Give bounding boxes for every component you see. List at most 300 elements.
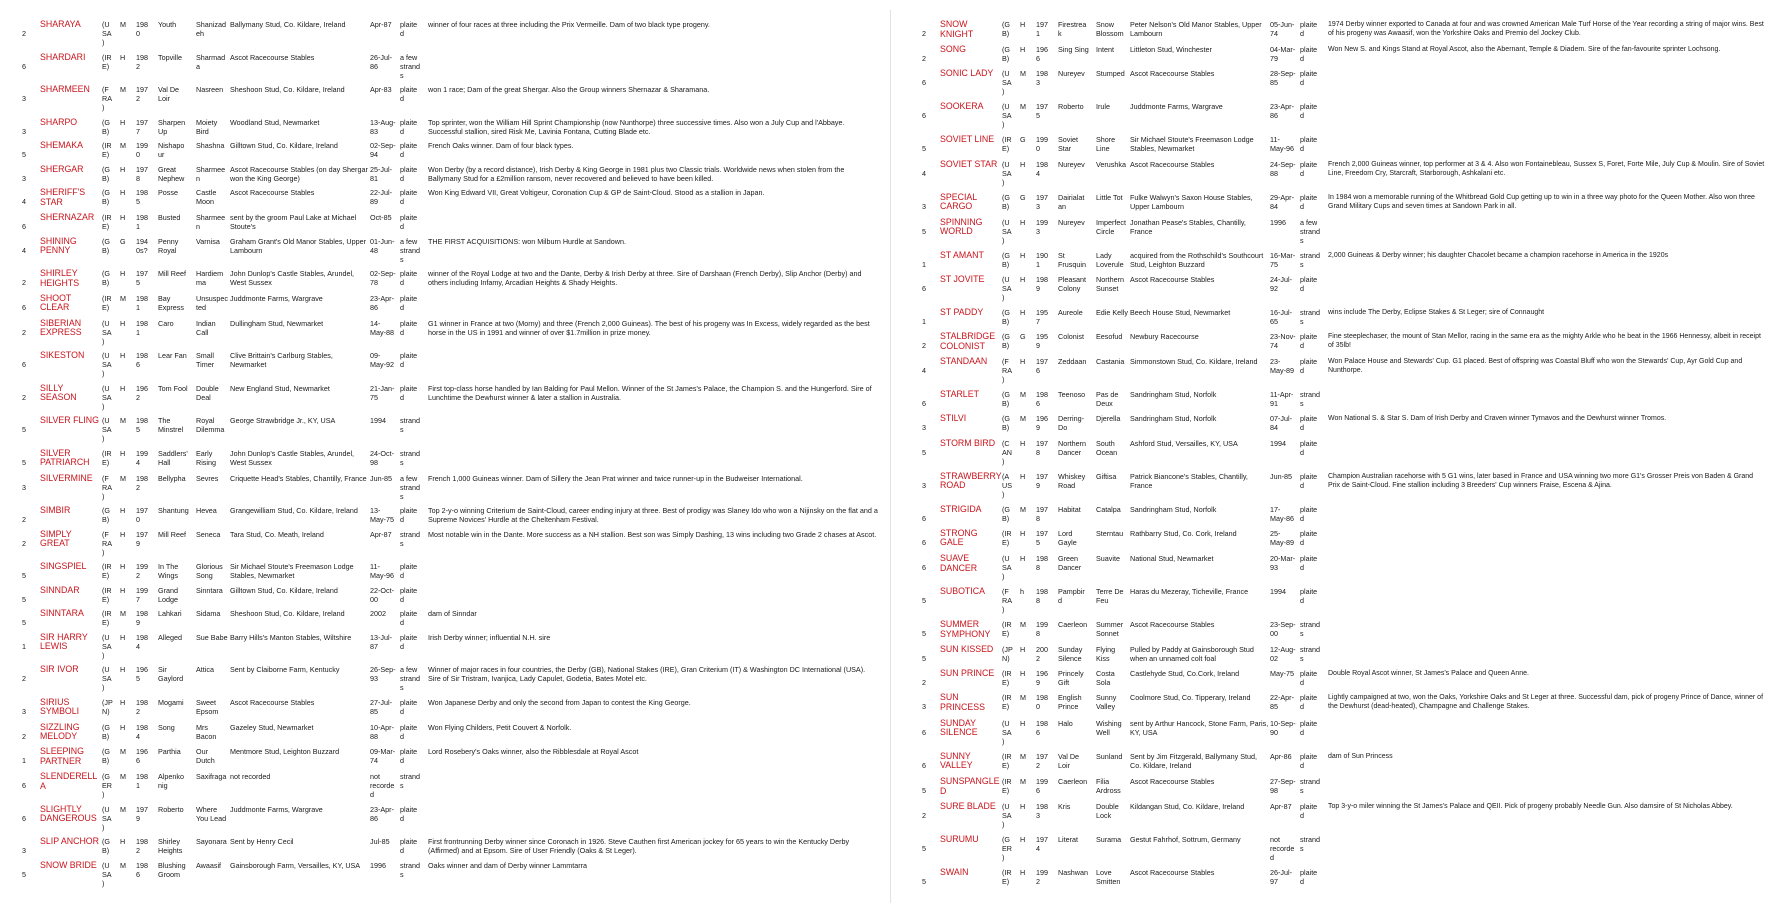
sire: Northern Dancer (1058, 438, 1086, 457)
country-code: (F RA ) (1002, 357, 1012, 385)
sex: H (120, 52, 126, 62)
sex: H (120, 164, 126, 174)
sire: Tom Fool (158, 383, 188, 393)
source: Juddmonte Farms, Wargrave (230, 293, 323, 303)
sire: Soviet Star (1058, 135, 1078, 154)
foaling-year: 198 6 (136, 860, 148, 879)
source: Sandringham Stud, Norfolk (1130, 414, 1217, 424)
foaling-year: 196 6 (136, 747, 148, 766)
sire: Lahkari (158, 609, 182, 619)
country-code: (U SA ) (102, 20, 112, 47)
sire: Penny Royal (158, 236, 179, 255)
sex: M (1020, 102, 1026, 112)
foaling-year: 198 5 (136, 416, 148, 435)
sex: H (120, 632, 126, 642)
priority-number: 3 (922, 702, 926, 712)
dam: Moiety Bird (196, 117, 218, 136)
date-collected: 10-Apr- 88 (370, 722, 394, 741)
notes: winner of four races at three including the Prix Vermeille. Dam of two black type progeny. (428, 20, 710, 29)
table-row (922, 529, 1767, 554)
notes: Won Palace House and Stewards' Cup. G1 placed. Best of offspring was Coastal Bluff who won the Stewards' Cup, Ayr Gold Cup and Nunthorpe. (1328, 358, 1743, 375)
hair-status: strand s (1300, 777, 1320, 795)
country-code: (G B) (102, 236, 110, 255)
source: Juddmonte Farms, Wargrave (230, 804, 323, 814)
date-collected: 11- May-96 (1270, 135, 1294, 154)
sire: Mogami (158, 697, 184, 707)
dam: Attica (196, 665, 214, 675)
hair-status: strand s (1300, 308, 1320, 326)
date-collected: 23-Apr- 86 (370, 804, 394, 823)
horse-name: SIBERIAN EXPRESS (40, 318, 82, 338)
dam: Surama (1096, 835, 1122, 845)
date-collected: 24-Jul- 92 (1270, 274, 1292, 293)
dam: Sue Babe (196, 632, 228, 642)
foaling-year: 194 0s? (136, 236, 148, 255)
sex: H (120, 213, 126, 223)
priority-number: 5 (22, 150, 26, 160)
source: Peter Nelson's Old Manor Stables, Upper Lambourn (1130, 20, 1262, 38)
dam: Royal Dilemma (196, 416, 225, 435)
notes: Won New S. and Kings Stand at Royal Ascot, also the Abernant, Temple & Diadem. Sire of the fan-favourite sprinter Lochsong. (1328, 46, 1721, 54)
date-collected: 25- May-89 (1270, 528, 1294, 547)
notes: Most notable win in the Dante. More success as a NH stallion. Best son was Simply Dashing, 13 wins including two Grade 2 chases at Ascot. (428, 529, 877, 539)
sex: H (120, 665, 126, 675)
sex: H (1020, 20, 1026, 29)
source: Ascot Racecourse Stables (230, 188, 315, 198)
foaling-year: 197 6 (1036, 357, 1048, 376)
country-code: (G B) (1002, 390, 1010, 409)
country-code: (IR E) (102, 609, 112, 628)
hair-status: plaite d (1300, 471, 1318, 490)
hair-status: plaite d (400, 188, 418, 207)
date-collected: 1994 (1270, 438, 1286, 448)
hair-status: plaite d (400, 804, 418, 823)
sire: Mill Reef (158, 529, 186, 539)
sire: Parthia (158, 747, 181, 757)
source: John Dunlop's Castle Stables, Arundel, West Sussex (230, 448, 355, 467)
notes: THE FIRST ACQUISITIONS: won Milburn Hurdle at Sandown. (428, 236, 626, 246)
priority-number: 6 (922, 78, 926, 88)
sire: Pampbir d (1058, 587, 1085, 605)
dam: Double Lock (1096, 802, 1119, 821)
source: Sent by Henry Cecil (230, 837, 294, 847)
country-code: (IR E) (1002, 669, 1012, 688)
dam: Shanizad eh (196, 20, 226, 38)
source: Woodland Stud, Newmarket (230, 117, 320, 127)
date-collected: Apr-87 (370, 20, 392, 29)
notes: Top 3-y-o miler winning the St James's Palace and QEII. Pick of progeny probably Needle Gun. Also damsire of St Nicholas Abbey. (1328, 803, 1733, 811)
table-row (922, 251, 1767, 275)
hair-status: plaite d (400, 20, 418, 38)
country-code: (C AN ) (1002, 438, 1012, 466)
hair-status: strand s (400, 416, 420, 435)
page-divider (890, 10, 891, 903)
table-row (922, 414, 1767, 438)
date-collected: 24-Oct- 98 (370, 448, 394, 467)
hair-status: plaite d (1300, 332, 1318, 351)
horse-name: SNOW BRIDE (40, 860, 97, 870)
table-row (922, 645, 1767, 669)
hair-status: plaite d (400, 164, 418, 183)
date-collected: 20-Mar- 93 (1270, 553, 1296, 572)
priority-number: 5 (922, 629, 926, 639)
date-collected: 13- May-75 (370, 506, 394, 525)
foaling-year: 197 3 (1036, 192, 1048, 211)
table-row (22, 805, 878, 838)
priority-number: 3 (22, 706, 26, 716)
country-code: (U SA ) (102, 416, 112, 444)
horse-name: SOOKERA (940, 102, 984, 112)
sire: Bellypha (158, 473, 186, 483)
sex: H (1020, 45, 1026, 55)
horse-name: SURE BLADE (940, 802, 996, 812)
table-row (22, 562, 878, 586)
date-collected: 1996 (1270, 217, 1286, 227)
date-collected: 21-Jan- 75 (370, 383, 395, 402)
table-row (922, 332, 1767, 357)
country-code: (U SA ) (102, 318, 112, 346)
notes: winner of the Royal Lodge at two and the Dante, Derby & Irish Derby at three. Sire of Darshaan (French Derby), Slip Anchor (Derby) and others including Infamy, Arcadian Heights & Shady Heights. (428, 269, 862, 288)
sex: H (120, 506, 126, 516)
hair-status: plaite d (1300, 553, 1318, 572)
hair-status: plaite d (400, 722, 418, 741)
hair-status: strand s (400, 448, 420, 467)
dam: Flying Kiss (1096, 645, 1116, 664)
priority-number: 6 (922, 727, 926, 737)
table-row (922, 752, 1767, 777)
date-collected: 02-Sep- 78 (370, 269, 396, 288)
sire: Caerleon (1058, 620, 1088, 630)
dam: Suavite (1096, 553, 1120, 563)
priority-number: 1 (922, 259, 926, 269)
sire: Posse (158, 188, 178, 198)
country-code: (G B) (102, 164, 110, 183)
country-code: (F RA ) (1002, 587, 1012, 614)
date-collected: 27-Jul- 85 (370, 697, 392, 716)
sex: M (1020, 414, 1026, 424)
foaling-year: 198 8 (1036, 553, 1048, 572)
date-collected: 22-Apr- 85 (1270, 693, 1294, 712)
sex: H (120, 351, 126, 361)
horse-name: SUN KISSED (940, 645, 994, 655)
table-row (922, 135, 1767, 159)
horse-name: SINNDAR (40, 585, 80, 595)
hair-status: plaite d (400, 837, 418, 856)
hair-status: a few strand s (400, 52, 420, 80)
table-row (922, 868, 1767, 892)
dam: Sidama (196, 609, 221, 619)
priority-number: 6 (22, 302, 26, 312)
sire: Caerleon (1058, 777, 1088, 786)
dam: Early Rising (196, 448, 216, 467)
source: Ascot Racecourse Stables (1130, 777, 1215, 786)
source: Castlehyde Stud, Co.Cork, Ireland (1130, 669, 1240, 679)
hair-status: plaite d (400, 747, 418, 766)
date-collected: 12-Aug- 02 (1270, 645, 1296, 664)
foaling-year: 197 2 (1036, 751, 1048, 770)
hair-status: a few strand s (400, 665, 420, 693)
country-code: (G B) (102, 117, 110, 136)
foaling-year: 198 9 (1036, 274, 1048, 293)
horse-name: SILVER FLING (40, 416, 99, 426)
table-row (22, 772, 878, 805)
foaling-year: 197 4 (1036, 835, 1048, 854)
sex: H (120, 188, 126, 198)
left-page (22, 20, 878, 893)
dam: Verushka (1096, 159, 1126, 169)
date-collected: 29-Apr- 84 (1270, 192, 1294, 211)
country-code: (U SA ) (1002, 159, 1012, 187)
sire: Bay Express (158, 293, 184, 312)
priority-number: 1 (922, 317, 926, 326)
priority-number: 1 (22, 756, 26, 766)
dam: South Ocean (1096, 438, 1118, 457)
horse-name: SHARPO (40, 117, 78, 127)
dam: Sinntara (196, 585, 223, 595)
hair-status: plaite d (1300, 274, 1318, 293)
sire: Grand Lodge (158, 585, 178, 604)
hair-status: strand s (400, 529, 420, 548)
date-collected: Oct-85 (370, 213, 392, 223)
foaling-year: 196 5 (136, 665, 148, 684)
foaling-year: 198 1 (136, 772, 148, 791)
sire: Pleasant Colony (1058, 274, 1086, 293)
priority-number: 6 (922, 760, 926, 770)
sire: Firestrea k (1058, 20, 1087, 38)
country-code: (IR E) (1002, 868, 1012, 887)
dam: Indian Call (196, 318, 216, 337)
table-row (922, 20, 1767, 45)
source: John Dunlop's Castle Stables, Arundel, West Sussex (230, 269, 355, 288)
hair-status: plaite d (1300, 357, 1318, 376)
hair-status: plaite d (400, 318, 418, 337)
date-collected: 09-Mar- 74 (370, 747, 396, 766)
dam: Shore Line (1096, 135, 1116, 154)
sire: Caro (158, 318, 174, 328)
country-code: (G B) (102, 506, 110, 525)
sex: H (120, 722, 126, 732)
date-collected: 09- May-92 (370, 351, 394, 370)
priority-number: 5 (22, 594, 26, 604)
date-collected: Jul-85 (370, 837, 390, 847)
sire: Aureole (1058, 308, 1083, 317)
source: Mentmore Stud, Leighton Buzzard (230, 747, 340, 757)
country-code: (F RA ) (102, 85, 112, 113)
country-code: (U SA ) (102, 632, 112, 660)
sex: H (120, 562, 126, 572)
sex: M (1020, 777, 1026, 786)
table-row (22, 747, 878, 772)
foaling-year: 197 8 (136, 164, 148, 183)
horse-name: STRIGIDA (940, 504, 982, 514)
table-row (22, 141, 878, 165)
dam: Djerella (1096, 414, 1121, 424)
country-code: (IR E) (1002, 751, 1012, 770)
foaling-year: 197 9 (136, 529, 148, 548)
country-code: (IR E) (1002, 777, 1012, 795)
priority-number: 6 (22, 360, 26, 370)
source: Ascot Racecourse Stables (230, 697, 315, 707)
foaling-year: 199 3 (1036, 217, 1048, 236)
sex: M (120, 85, 126, 95)
notes: dam of Sun Princess (1328, 752, 1393, 760)
sire: In The Wings (158, 562, 179, 581)
sex: H (1020, 159, 1026, 169)
dam: Wishing Well (1096, 718, 1122, 737)
source: Haras du Mezeray, Ticheville, France (1130, 587, 1249, 596)
horse-name: SHERIFF'S STAR (40, 188, 86, 207)
sire: Blushing Groom (158, 860, 186, 879)
source: Newbury Racecourse (1130, 332, 1199, 342)
priority-number: 5 (922, 447, 926, 457)
sex: H (120, 585, 126, 595)
date-collected: not recorde d (1270, 835, 1295, 863)
hair-status: a few strand s (400, 473, 420, 501)
table-row (922, 160, 1767, 193)
sire: Roberto (1058, 102, 1084, 112)
foaling-year: 190 1 (1036, 250, 1048, 269)
table-row (22, 384, 878, 417)
sire: Saddlers' Hall (158, 448, 188, 467)
country-code: (U SA ) (102, 804, 112, 832)
horse-name: SHARAYA (40, 20, 81, 29)
sex: H (1020, 802, 1026, 812)
country-code: (G ER ) (102, 772, 112, 800)
date-collected: 10-Sep- 90 (1270, 718, 1296, 737)
date-collected: 24-Sep- 88 (1270, 159, 1296, 178)
priority-number: 6 (922, 537, 926, 547)
source: Simmonstown Stud, Co. Kildare, Ireland (1130, 357, 1258, 367)
country-code: (IR E) (102, 293, 112, 312)
country-code: (G B) (1002, 414, 1010, 433)
notes: Won National S. & Star S. Dam of Irish Derby and Craven winner Tyrnavos and the Dewhurst winner Tromos. (1328, 415, 1667, 423)
sire: Busted (158, 213, 181, 223)
hair-status: plaite d (400, 506, 418, 525)
date-collected: not recorde d (370, 772, 395, 800)
foaling-year: 199 7 (136, 585, 148, 604)
sex: H (1020, 274, 1026, 284)
sex: H (120, 697, 126, 707)
source: sent by the groom Paul Lake at Michael Stoute's (230, 213, 357, 232)
notes: First top-class horse handled by Ian Balding for Paul Mellon. Winner of the St James's Palace, the Champion S. and the Hungerford. Sire of Lunchtime the Dewhurst winner & later a stallion in Australia. (428, 383, 872, 402)
dam: Catalpa (1096, 504, 1121, 514)
dam: Mrs Bacon (196, 722, 217, 741)
foaling-year: 198 6 (136, 351, 148, 370)
source: Ascot Racecourse Stables (1130, 159, 1215, 169)
priority-number: 2 (922, 341, 926, 351)
source: Jonathan Pease's Stables, Chantilly, France (1130, 217, 1246, 236)
hair-status: plaite d (1300, 102, 1318, 121)
dam: Terre De Feu (1096, 587, 1124, 605)
dam: Sharmad a (196, 52, 226, 71)
hair-status: plaite d (400, 697, 418, 716)
hair-status: plaite d (400, 351, 418, 370)
date-collected: 2002 (370, 609, 386, 619)
horse-name: SIKESTON (40, 351, 85, 361)
sex: H (120, 269, 126, 279)
hair-status: plaite d (1300, 587, 1318, 605)
hair-status: plaite d (1300, 45, 1318, 64)
country-code: (G ER ) (1002, 835, 1012, 863)
foaling-year: 197 9 (136, 804, 148, 823)
priority-number: 6 (22, 781, 26, 791)
horse-name: SHIRLEY HEIGHTS (40, 269, 80, 288)
horse-name: SHINING PENNY (40, 236, 77, 256)
date-collected: 1996 (370, 860, 386, 870)
priority-number: 5 (922, 877, 926, 887)
priority-number: 3 (22, 126, 26, 136)
priority-number: 5 (922, 844, 926, 854)
dam: Summer Sonnet (1096, 620, 1124, 639)
date-collected: 01-Jun- 48 (370, 236, 395, 255)
foaling-year: 195 7 (1036, 308, 1048, 326)
foaling-year: 198 9 (136, 609, 148, 628)
foaling-year: 197 7 (136, 117, 148, 136)
dam: Our Dutch (196, 747, 215, 766)
sire: Topville (158, 52, 182, 62)
foaling-year: 197 0 (136, 506, 148, 525)
horse-name: SHARDARI (40, 52, 86, 62)
sex: H (120, 383, 126, 393)
dam: Sayonara (196, 837, 227, 847)
priority-number: 2 (922, 678, 926, 688)
sex: H (1020, 835, 1026, 845)
source: Ascot Racecourse Stables (230, 52, 315, 62)
dam: Lady Loverule (1096, 250, 1124, 269)
priority-number: 6 (922, 283, 926, 293)
source: Sheshoon Stud, Co. Kildare, Ireland (230, 85, 345, 95)
priority-number: 4 (22, 197, 26, 207)
country-code: (U SA ) (1002, 217, 1012, 245)
sex: M (120, 416, 126, 426)
priority-number: 6 (922, 399, 926, 409)
sex: H (1020, 308, 1026, 317)
hair-status: plaite d (400, 632, 418, 651)
horse-name: SILLY SEASON (40, 383, 77, 403)
sire: Zeddaan (1058, 357, 1087, 367)
horse-name: STRONG GALE (940, 528, 978, 548)
table-row (22, 506, 878, 530)
country-code: (G B) (102, 722, 110, 741)
dam: Small Timer (196, 351, 215, 370)
notes: First frontrunning Derby winner since Coronach in 1926. Steve Cauthen first American jockey for 65 years to win the Kentucky Derby (Affirmed) and at Epsom. Sire of User Friendly (Oaks & St Leger). (428, 837, 850, 856)
hair-status: plaite d (1300, 135, 1318, 154)
table-row (22, 165, 878, 189)
horse-name: SILVERMINE (40, 473, 93, 483)
country-code: (F RA ) (102, 473, 112, 501)
horse-name: SHERGAR (40, 164, 84, 174)
foaling-year: 197 5 (136, 269, 148, 288)
priority-number: 2 (22, 29, 26, 38)
priority-number: 5 (922, 144, 926, 154)
notes: G1 winner in France at two (Morny) and three (French 2,000 Guineas). The best of his progeny was In Excess, widely regarded as the best horse in the US in 1991 and winner of over $1.7million in prize money. (428, 318, 870, 337)
dam: Sunland (1096, 751, 1123, 761)
sire: Derring- Do (1058, 414, 1084, 433)
country-code: (G B) (102, 837, 110, 856)
dam: Costa Sola (1096, 669, 1115, 688)
table-row (22, 294, 878, 319)
sire: Alpenko nig (158, 772, 184, 791)
source: sent by Arthur Hancock, Stone Farm, Paris, KY, USA (1130, 718, 1269, 737)
date-collected: 13-Jul- 87 (370, 632, 392, 651)
table-row (922, 275, 1767, 308)
sex: H (1020, 645, 1026, 655)
country-code: (U SA ) (1002, 69, 1012, 97)
country-code: (A US ) (1002, 471, 1012, 499)
sex: M (1020, 751, 1026, 761)
horse-name: SIMBIR (40, 506, 71, 516)
hair-status: plaite d (1300, 802, 1318, 821)
